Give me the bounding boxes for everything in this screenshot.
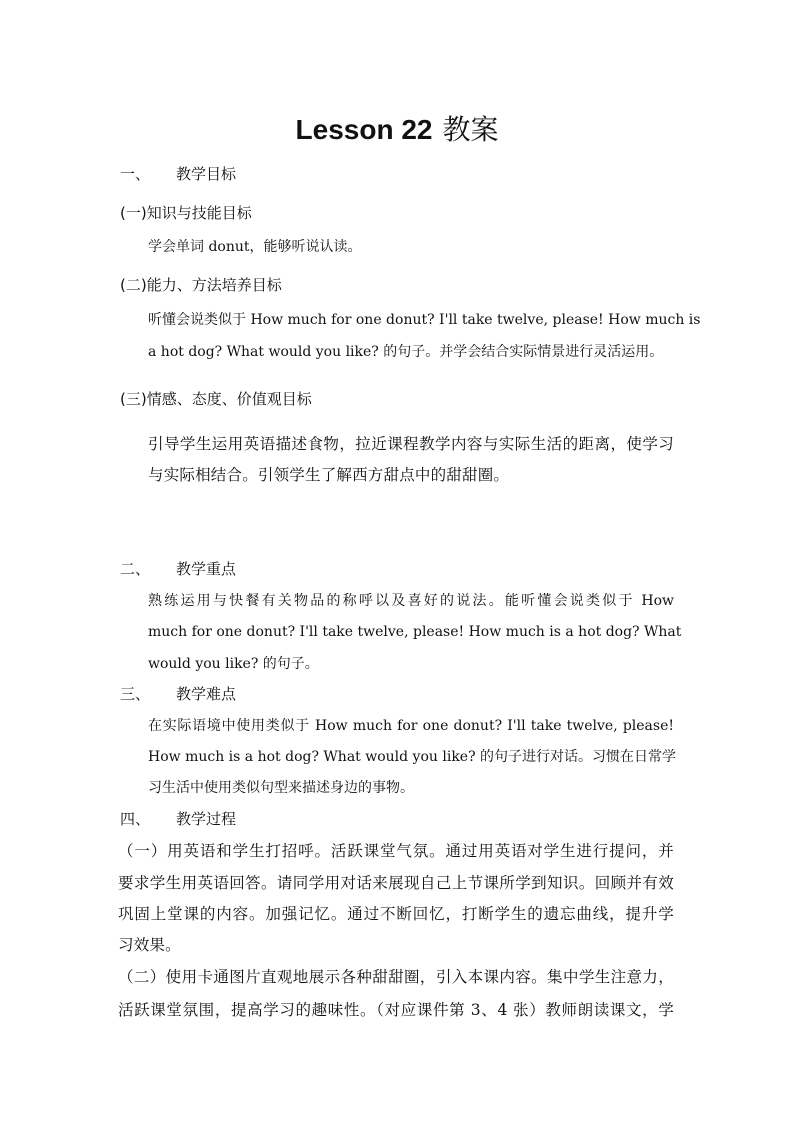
- process-step-2-line-2: 活跃课堂氛围，提高学习的趣味性。（对应课件第 3、4 张）教师朗读课文，学: [118, 1001, 674, 1019]
- title-chinese: 教案: [442, 113, 499, 146]
- process-step-1-line-3: 巩固上堂课的内容。加强记忆。通过不断回忆，打断学生的遗忘曲线，提升学: [118, 905, 674, 923]
- objective-2-text-line-1: 听懂会说类似于 How much for one donut? I'll take twelve, please! How much is: [148, 312, 701, 328]
- document-title: [0, 108, 794, 148]
- title-english: Lesson 22: [295, 114, 433, 145]
- process-step-2-line-1: （二）使用卡通图片直观地展示各种甜甜圈，引入本课内容。集中学生注意力，: [118, 968, 674, 986]
- section-3-number: 三、: [120, 685, 151, 703]
- key-points-line-1: 熟练运用与快餐有关物品的称呼以及喜好的说法。能听懂会说类似于 How: [148, 593, 674, 609]
- section-4-title: 教学过程: [176, 810, 237, 828]
- objective-3-text-line-1: 引导学生运用英语描述食物，拉近课程教学内容与实际生活的距离，使学习: [148, 435, 674, 453]
- process-step-1-line-2: 要求学生用英语回答。请同学用对话来展现自己上节课所学到知识。回顾并有效: [118, 874, 674, 892]
- section-3-heading: [120, 684, 236, 704]
- section-2-number: 二、: [120, 560, 151, 578]
- difficulty-line-2: How much is a hot dog? What would you like? 的句子进行对话。习惯在日常学: [148, 749, 677, 765]
- section-2-title: 教学重点: [176, 560, 237, 578]
- section-1-title: 教学目标: [176, 165, 237, 183]
- objective-3-heading: (三)情感、态度、价值观目标: [120, 390, 312, 408]
- section-4-number: 四、: [120, 810, 151, 828]
- objective-3-text-line-2: 与实际相结合。引领学生了解西方甜点中的甜甜圈。: [148, 466, 510, 484]
- objective-1-heading: (一)知识与技能目标: [120, 204, 252, 222]
- section-2-heading: [120, 559, 236, 579]
- section-3-title: 教学难点: [176, 685, 237, 703]
- section-1-heading: [120, 164, 236, 184]
- objective-2-heading: (二)能力、方法培养目标: [120, 276, 282, 294]
- key-points-line-3: would you like? 的句子。: [148, 656, 319, 672]
- section-1-number: 一、: [120, 165, 151, 183]
- section-4-heading: [120, 809, 236, 829]
- objective-1-text: 学会单词 donut，能够听说认读。: [148, 239, 362, 255]
- process-step-1-line-4: 习效果。: [118, 936, 181, 954]
- difficulty-line-1: 在实际语境中使用类似于 How much for one donut? I'll take twelve, please!: [148, 718, 674, 734]
- difficulty-line-3: 习生活中使用类似句型来描述身边的事物。: [148, 780, 414, 796]
- process-step-1-line-1: （一）用英语和学生打招呼。活跃课堂气氛。通过用英语对学生进行提问，并: [118, 842, 674, 860]
- key-points-line-2: much for one donut? I'll take twelve, please! How much is a hot dog? What: [148, 624, 682, 640]
- objective-2-text-line-2: a hot dog? What would you like? 的句子。并学会结合实际情景进行灵活运用。: [148, 344, 664, 360]
